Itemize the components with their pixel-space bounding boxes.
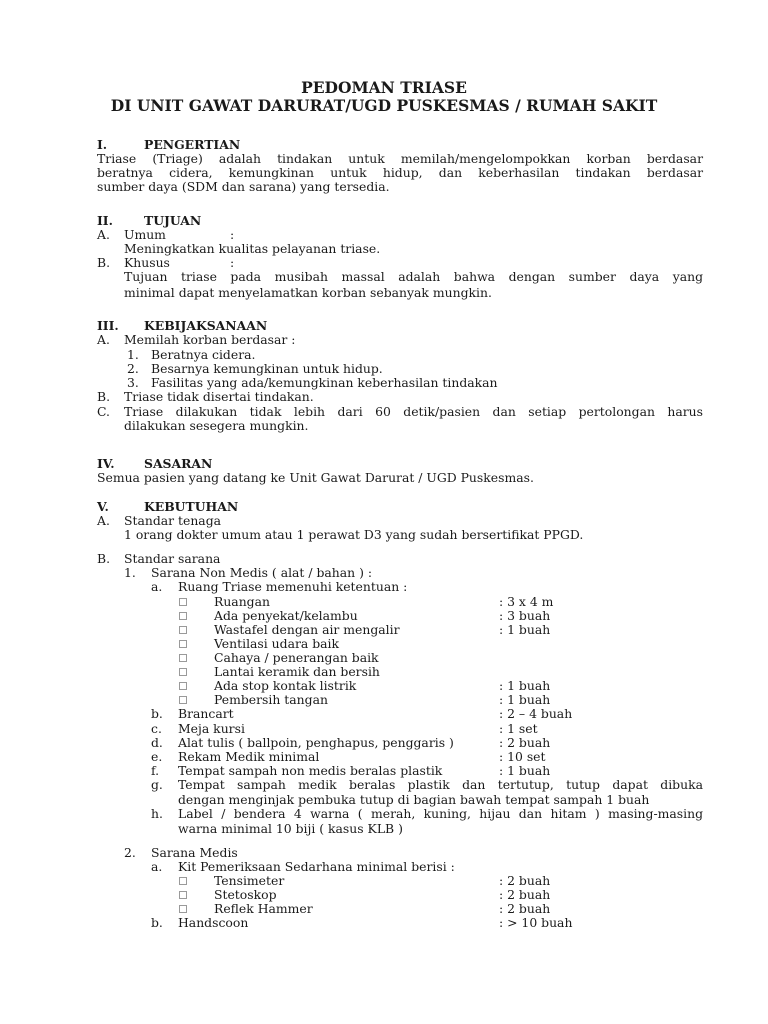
checkbox-icon — [179, 891, 187, 899]
list-item-text-line: Tempat sampah medik beralas plastik dan tertutup, tutup dapat dibuka — [178, 777, 703, 792]
section-2-b-text-line: minimal dapat menyelamatkan korban sebanyak mungkin. — [124, 285, 492, 300]
list-item-value: : > 10 buah — [499, 915, 573, 930]
checklist-item-value: : 2 buah — [499, 887, 551, 902]
list-item-value: : 2 buah — [499, 735, 551, 750]
list-item-text: Alat tulis ( ballpoin, penghapus, penggaris ) — [178, 735, 454, 750]
checklist-item-value: : 3 buah — [499, 608, 551, 623]
checklist-item-label: Ruangan — [214, 594, 270, 609]
section-1-paragraph-line: Triase (Triage) adalah tindakan untuk memilah/mengelompokkan korban berdasar — [97, 151, 703, 166]
checkbox-icon — [179, 877, 187, 885]
section-2-a-label: Umum — [124, 227, 166, 242]
list-item-text: Brancart — [178, 706, 234, 721]
list-item-value: : 2 – 4 buah — [499, 706, 573, 721]
section-4-heading: SASARAN — [144, 456, 213, 471]
kit-heading: Kit Pemeriksaan Sedarhana minimal berisi : — [178, 859, 455, 874]
checkbox-icon — [179, 905, 187, 913]
section-2-b-label: Khusus — [124, 255, 170, 270]
section-2-a-text: Meningkatkan kualitas pelayanan triase. — [124, 241, 381, 256]
checkbox-icon — [179, 598, 187, 606]
section-1-number: I. — [97, 137, 108, 152]
section-2-a-colon: : — [230, 227, 235, 242]
list-item-number: 1. — [127, 347, 139, 362]
non-medis-heading: Sarana Non Medis ( alat / bahan ) : — [151, 565, 373, 580]
section-5-b-text: Standar sarana — [124, 551, 221, 566]
section-2-b-colon: : — [230, 255, 235, 270]
section-3-b-text: Triase tidak disertai tindakan. — [124, 389, 314, 404]
section-3-c-text-line: dilakukan sesegera mungkin. — [124, 418, 309, 433]
checkbox-icon — [179, 696, 187, 704]
checkbox-icon — [179, 640, 187, 648]
section-3-heading: KEBIJAKSANAAN — [144, 318, 268, 333]
section-3-c-letter: C. — [97, 404, 110, 419]
checkbox-icon — [179, 668, 187, 676]
list-item-letter: h. — [151, 806, 163, 821]
checkbox-icon — [179, 626, 187, 634]
checklist-item-label: Pembersih tangan — [214, 692, 328, 707]
checkbox-icon — [179, 654, 187, 662]
section-1-paragraph-line: beratnya cidera, kemungkinan untuk hidup, dan keberhasilan tindakan berdasar — [97, 165, 703, 180]
list-item-text: Fasilitas yang ada/kemungkinan keberhasilan tindakan — [151, 375, 498, 390]
list-item-letter: b. — [151, 915, 163, 930]
section-2-heading: TUJUAN — [144, 213, 202, 228]
non-medis-number: 1. — [124, 565, 136, 580]
section-4-number: IV. — [97, 456, 115, 471]
checklist-item-value: : 3 x 4 m — [499, 594, 554, 609]
checklist-item-label: Cahaya / penerangan baik — [214, 650, 379, 665]
checklist-item-label: Tensimeter — [214, 873, 285, 888]
checklist-item-label: Lantai keramik dan bersih — [214, 664, 380, 679]
checklist-item-label: Stetoskop — [214, 887, 277, 902]
document-title: PEDOMAN TRIASE — [301, 78, 467, 97]
list-item-letter: c. — [151, 721, 162, 736]
checklist-item-value: : 1 buah — [499, 692, 551, 707]
list-item-text: Rekam Medik minimal — [178, 749, 320, 764]
checklist-item-label: Wastafel dengan air mengalir — [214, 622, 400, 637]
list-item-value: : 10 set — [499, 749, 546, 764]
section-1-heading: PENGERTIAN — [144, 137, 241, 152]
checklist-item-value: : 1 buah — [499, 622, 551, 637]
section-2-number: II. — [97, 213, 113, 228]
section-2-b-text-line: Tujuan triase pada musibah massal adalah bahwa dengan sumber daya yang — [124, 269, 703, 284]
sarana-medis-number: 2. — [124, 845, 136, 860]
sarana-medis-heading: Sarana Medis — [151, 845, 238, 860]
checklist-item-label: Reflek Hammer — [214, 901, 313, 916]
section-3-c-text-line: Triase dilakukan tidak lebih dari 60 detik/pasien dan setiap pertolongan harus — [124, 404, 703, 419]
list-item-text: Tempat sampah non medis beralas plastik — [178, 763, 443, 778]
document-subtitle: DI UNIT GAWAT DARURAT/UGD PUSKESMAS / RUMAH SAKIT — [110, 96, 658, 115]
section-5-b-letter: B. — [97, 551, 111, 566]
section-5-number: V. — [97, 499, 109, 514]
section-3-b-letter: B. — [97, 389, 111, 404]
list-item-value: : 1 buah — [499, 763, 551, 778]
list-item-text: Beratnya cidera. — [151, 347, 256, 362]
checklist-item-value: : 2 buah — [499, 873, 551, 888]
section-3-number: III. — [97, 318, 119, 333]
section-2-a-letter: A. — [97, 227, 110, 242]
section-1-paragraph-line: sumber daya (SDM dan sarana) yang tersedia. — [97, 179, 390, 194]
checkbox-icon — [179, 612, 187, 620]
section-3-a-letter: A. — [97, 332, 110, 347]
checklist-item-label: Ada stop kontak listrik — [214, 678, 357, 693]
list-item-text-line: dengan menginjak pembuka tutup di bagian bawah tempat sampah 1 buah — [178, 792, 650, 807]
list-item-text: Handscoon — [178, 915, 249, 930]
list-item-letter: g. — [151, 777, 163, 792]
list-item-letter: f. — [151, 763, 160, 778]
kit-letter: a. — [151, 859, 163, 874]
list-item-letter: b. — [151, 706, 163, 721]
section-4-text: Semua pasien yang datang ke Unit Gawat Darurat / UGD Puskesmas. — [97, 470, 534, 485]
section-5-a-text: Standar tenaga — [124, 513, 222, 528]
list-item-letter: e. — [151, 749, 163, 764]
list-item-number: 2. — [127, 361, 139, 376]
section-3-a-text: Memilah korban berdasar : — [124, 332, 296, 347]
checklist-item-label: Ventilasi udara baik — [214, 636, 340, 651]
section-2-b-letter: B. — [97, 255, 111, 270]
list-item-number: 3. — [127, 375, 139, 390]
ruang-triase-letter: a. — [151, 579, 163, 594]
checklist-item-value: : 2 buah — [499, 901, 551, 916]
ruang-triase-heading: Ruang Triase memenuhi ketentuan : — [178, 579, 408, 594]
list-item-text-line: Label / bendera 4 warna ( merah, kuning, hijau dan hitam ) masing-masing — [178, 806, 703, 821]
list-item-text: Meja kursi — [178, 721, 245, 736]
section-5-a-detail: 1 orang dokter umum atau 1 perawat D3 yang sudah bersertifikat PPGD. — [124, 527, 584, 542]
section-5-heading: KEBUTUHAN — [144, 499, 239, 514]
list-item-text: Besarnya kemungkinan untuk hidup. — [151, 361, 383, 376]
section-5-a-letter: A. — [97, 513, 110, 528]
list-item-text-line: warna minimal 10 biji ( kasus KLB ) — [178, 821, 403, 836]
checklist-item-value: : 1 buah — [499, 678, 551, 693]
list-item-letter: d. — [151, 735, 163, 750]
list-item-value: : 1 set — [499, 721, 538, 736]
checkbox-icon — [179, 682, 187, 690]
checklist-item-label: Ada penyekat/kelambu — [214, 608, 358, 623]
